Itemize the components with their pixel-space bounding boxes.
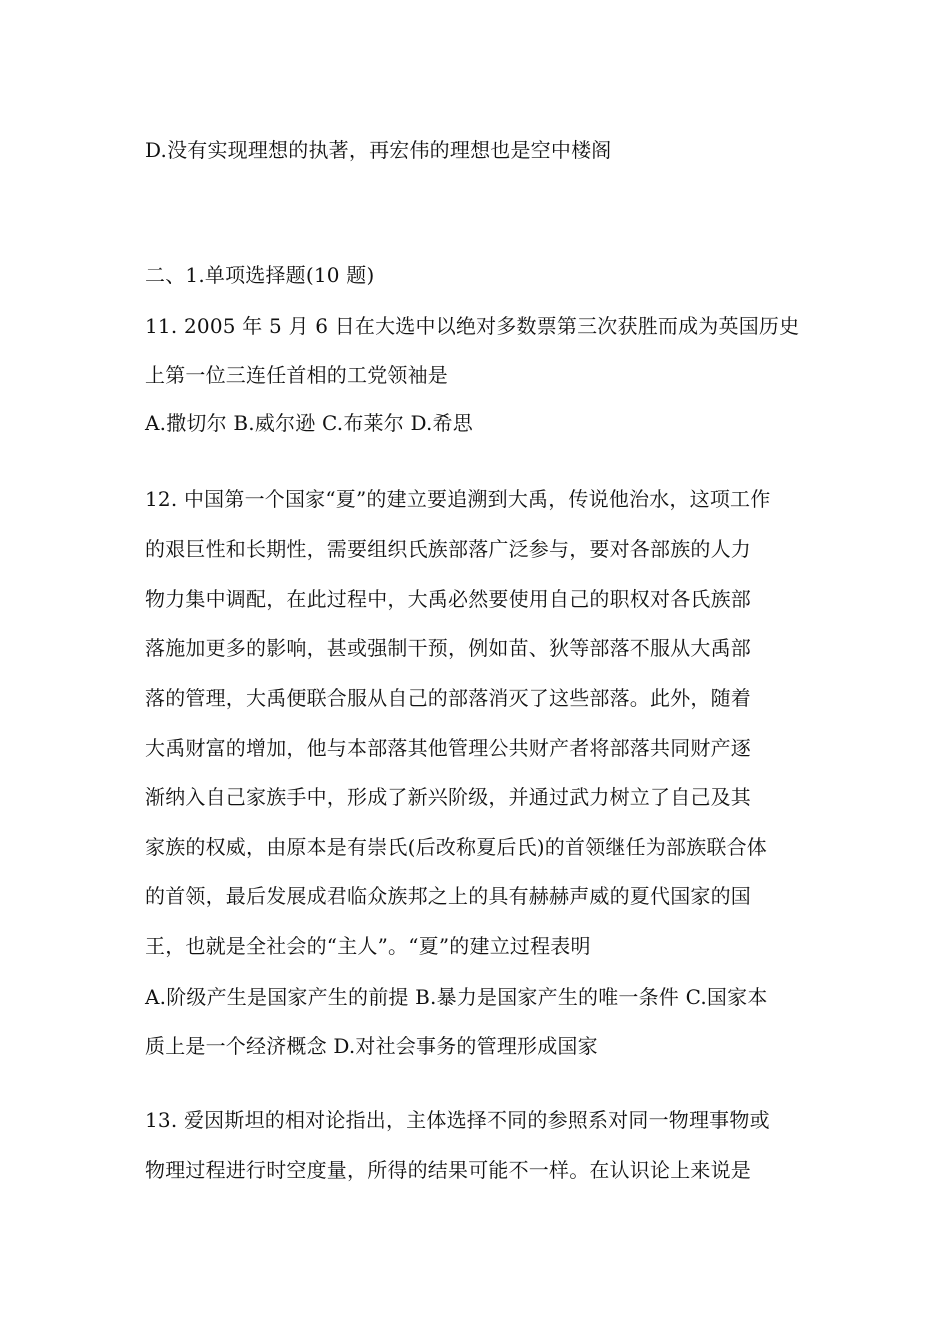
question-text-line: 的首领，最后发展成君临众族邦之上的具有赫赫声威的夏代国家的国	[145, 884, 751, 908]
question-text-line: 13. 爱因斯坦的相对论指出，主体选择不同的参照系对同一物理事物或	[145, 1108, 770, 1132]
question-options: A.撒切尔 B.威尔逊 C.布莱尔 D.希思	[145, 411, 473, 435]
question-text-line: 渐纳入自己家族手中，形成了新兴阶级，并通过武力树立了自己及其	[145, 785, 751, 809]
section-heading: 二、1.单项选择题(10 题)	[145, 263, 375, 287]
question-text-line: 11. 2005 年 5 月 6 日在大选中以绝对多数票第三次获胜而成为英国历史	[145, 314, 800, 338]
question-options: A.阶级产生是国家产生的前提 B.暴力是国家产生的唯一条件 C.国家本	[145, 985, 768, 1009]
question-text-line: 的艰巨性和长期性，需要组织氏族部落广泛参与，要对各部族的人力	[145, 537, 751, 561]
question-text-line: 物力集中调配，在此过程中，大禹必然要使用自己的职权对各氏族部	[145, 587, 751, 611]
question-text-line: 上第一位三连任首相的工党领袖是	[145, 363, 448, 387]
question-text-line: 落施加更多的影响，甚或强制干预，例如苗、狄等部落不服从大禹部	[145, 636, 751, 660]
previous-option-d: D.没有实现理想的执著，再宏伟的理想也是空中楼阁	[145, 138, 612, 162]
question-text-line: 大禹财富的增加，他与本部落其他管理公共财产者将部落共同财产逐	[145, 736, 751, 760]
question-text-line: 物理过程进行时空度量，所得的结果可能不一样。在认识论上来说是	[145, 1158, 751, 1182]
question-text-line: 12. 中国第一个国家“夏”的建立要追溯到大禹，传说他治水，这项工作	[145, 487, 771, 511]
question-options: 质上是一个经济概念 D.对社会事务的管理形成国家	[145, 1034, 598, 1058]
question-text-line: 家族的权威，由原本是有崇氏(后改称夏后氏)的首领继任为部族联合体	[145, 835, 768, 859]
question-text-line: 王，也就是全社会的“主人”。“夏”的建立过程表明	[145, 934, 591, 958]
question-text-line: 落的管理，大禹便联合服从自己的部落消灭了这些部落。此外，随着	[145, 686, 751, 710]
